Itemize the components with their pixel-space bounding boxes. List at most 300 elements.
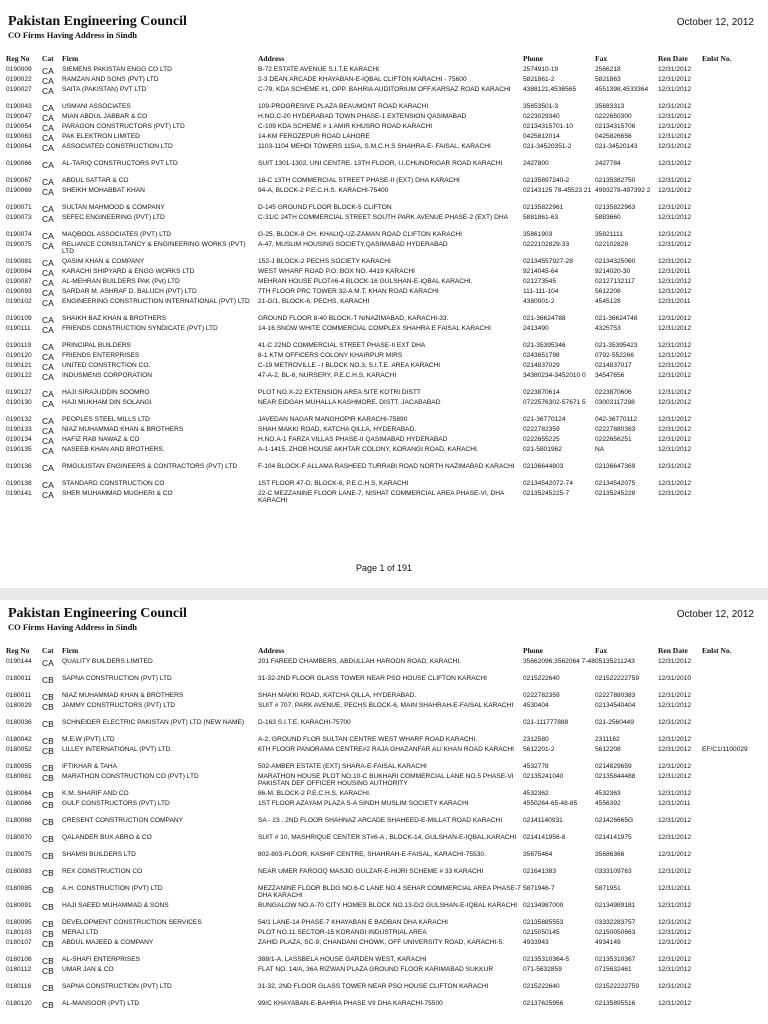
cell-fax: 02227880383 [595, 426, 636, 433]
cell-fax: 0425826656 [595, 133, 632, 140]
cell-fax: 021426665G [595, 817, 634, 824]
cell-reg-no: 0180036 [6, 719, 32, 726]
cell-ren-date: 12/31/2012 [658, 658, 692, 665]
cell-fax: 5871951 [595, 885, 621, 892]
cell-fax: 34547656 [595, 372, 625, 379]
cell-firm: NIAZ MUHAMMAD KHAN & BROTHERS [62, 426, 184, 433]
cell-fax: 0222656251 [595, 436, 632, 443]
cell-phone: 0215222640 [523, 675, 560, 682]
cell-phone: 021-111777888 [523, 719, 569, 726]
cell-ren-date: 12/31/2012 [658, 719, 692, 726]
cell-phone: 0222782359 [523, 692, 560, 699]
cell-ren-date: 12/31/2012 [658, 214, 692, 221]
cell-cat: CB [42, 939, 54, 949]
cell-address: 14-KM FEROZEPUR ROAD LAHORE [258, 133, 370, 140]
table-row [0, 399, 768, 416]
cell-fax: 03003117298 [595, 399, 635, 406]
cell-phone: 0722576302-57671 5 [523, 399, 586, 406]
cell-address: B-72 ESTATE AVENUE S.I.T.E KARACHI [258, 66, 379, 73]
cell-fax: 042-36770112 [595, 416, 638, 423]
firm-table [0, 66, 768, 507]
cell-phone: 4550264-65-48-85 [523, 800, 578, 807]
cell-cat: CB [42, 834, 54, 844]
table-row [0, 187, 768, 204]
cell-phone: 071-5632859 [523, 966, 562, 973]
cell-phone: 34380234-3452010 0 [523, 372, 586, 379]
cell-ren-date: 12/31/2012 [658, 746, 692, 753]
cell-address: 8-1 KTM OFFICERS COLONY KHAIRPUR MIRS [258, 352, 403, 359]
col-address: Address [258, 646, 285, 655]
cell-firm: QUALITY BUILDERS LIMITED [62, 658, 153, 665]
cell-cat: CA [42, 214, 54, 224]
cell-firm: AL-MEHRAN BUILDERS PAK (Pvt) LTD [62, 278, 180, 285]
cell-ren-date: 12/31/2012 [658, 362, 692, 369]
col-phone: Phone [523, 54, 544, 63]
table-row [0, 800, 768, 817]
cell-ren-date: 12/31/2012 [658, 790, 692, 797]
cell-firm: FRIENDS CONSTRUCTION SYNDICATE (PVT) LTD [62, 325, 218, 332]
cell-ren-date: 12/31/2012 [658, 66, 692, 73]
cell-fax: 0214141975 [595, 834, 632, 841]
cell-cat: CA [42, 204, 54, 214]
cell-reg-no: 0190109 [6, 315, 32, 322]
table-row [0, 675, 768, 692]
cell-firm: HAJI SIRAJUDDIN SOOMRO [62, 389, 150, 396]
cell-ren-date: 12/31/2012 [658, 113, 692, 120]
cell-phone: 021-5801962 [523, 446, 562, 453]
cell-fax: 02135822963 [595, 204, 636, 211]
col-cat: Cat [42, 646, 54, 655]
cell-address: SUIT # 10, MASHRIQUE CENTER ST#6-A , BLOCK-14, GULSHAN-E-IQBAL,KARACHI [258, 834, 517, 841]
cell-fax: 0715632461 [595, 966, 632, 973]
cell-reg-no: 0190054 [6, 123, 32, 130]
cell-address: 22-C MEZZANINE FLOOR LANE-7, NISHAT COMMERCIAL AREA PHASE-VI, DHA KARACHI [258, 490, 505, 504]
cell-address: 1103-1104 MEHDI TOWERS 115/A, S.M.C.H.S SHAHRA-E- FAISAL, KARACHI [258, 143, 491, 150]
table-row [0, 790, 768, 800]
cell-phone: 9214045-64 [523, 268, 559, 275]
cell-phone: 0223870614 [523, 389, 560, 396]
cell-cat: CA [42, 258, 54, 268]
cell-reg-no: 0190084 [6, 268, 32, 275]
cell-phone: 2413490 [523, 325, 549, 332]
cell-cat: CB [42, 919, 54, 929]
table-row [0, 480, 768, 490]
cell-phone: 02134542072-74 [523, 480, 573, 487]
cell-reg-no: 0180070 [6, 834, 32, 841]
cell-firm: PEOPLES STEEL MILLS LTD [62, 416, 150, 423]
cell-reg-no: 0190022 [6, 76, 32, 83]
cell-address: 86-M, BLOCK-2 P.E.C.H.S, KARACHI. [258, 790, 371, 797]
cell-address: SUIT # 707, PARK AVENUE, PECHS BLOCK-6, MAIN SHAHRAH-E-FAISAL KARACHI [258, 702, 514, 709]
cell-fax: 4934149 [595, 939, 621, 946]
cell-cat: CA [42, 123, 54, 133]
cell-fax: 5612208 [595, 288, 621, 295]
cell-fax: 022102828 [595, 241, 629, 248]
cell-phone: 02135897240-2 [523, 177, 570, 184]
cell-reg-no: 0180052 [6, 746, 32, 753]
cell-address: SA - 23 , 2ND FLOOR SHAHNAZ ARCADE SHAHEED-E-MILLAT ROAD KARACHI [258, 817, 503, 824]
cell-address: PLOT NO.11 SECTOR-15 KORANGI INDUSTRIAL AREA [258, 929, 427, 936]
cell-cat: CA [42, 133, 54, 143]
table-row [0, 702, 768, 719]
cell-phone: 4532778 [523, 763, 549, 770]
cell-reg-no: 0190087 [6, 278, 32, 285]
cell-cat: CA [42, 426, 54, 436]
cell-cat: CA [42, 315, 54, 325]
table-row [0, 258, 768, 268]
cell-ren-date: 12/31/2012 [658, 956, 692, 963]
cell-firm: MIAN ABDUL JABBAR & CO [62, 113, 148, 120]
page-separator [0, 588, 768, 600]
table-row [0, 231, 768, 241]
cell-firm: M.E.W (PVT) LTD [62, 736, 115, 743]
cell-reg-no: 0190066 [6, 160, 32, 167]
cell-firm: RAMZAN AND SONS (PVT) LTD [62, 76, 159, 83]
cell-phone: 02135241040 [523, 773, 564, 780]
cell-ren-date: 12/31/2012 [658, 342, 692, 349]
cell-cat: CA [42, 241, 54, 251]
cell-address: 41-C 22ND COMMERCIAL STREET PHASE-II EXT DHA [258, 342, 426, 349]
cell-cat: CA [42, 446, 54, 456]
table-row [0, 763, 768, 773]
cell-fax: 35821111 [595, 231, 623, 238]
cell-fax: 02227880383 [595, 692, 636, 699]
cell-reg-no: 0190133 [6, 426, 32, 433]
cell-address: A-1-1415, ZHOB HOUSE AKHTAR COLONY, KORANGI ROAD, KARACHI. [258, 446, 479, 453]
cell-cat: CB [42, 736, 54, 746]
cell-ren-date: 12/31/2012 [658, 851, 692, 858]
cell-ren-date: 12/31/2012 [658, 325, 692, 332]
cell-fax: 5612208 [595, 746, 621, 753]
cell-reg-no: 0190102 [6, 298, 32, 305]
cell-ren-date: 12/31/2012 [658, 204, 692, 211]
table-row [0, 966, 768, 983]
cell-reg-no: 0190064 [6, 143, 32, 150]
cell-address: C-31/C 24TH COMMERCIAL STREET SOUTH PARK AVENUE PHASE-2 (EXT) DHA [258, 214, 508, 221]
cell-cat: CB [42, 885, 54, 895]
cell-firm: RELIANCE CONSULTANCY & ENGINEERING WORKS (PVT) LTD [62, 241, 246, 255]
table-row [0, 956, 768, 966]
cell-phone: 0215050145 [523, 929, 560, 936]
cell-firm: GULF CONSTRUCTORS (PVT) LTD [62, 800, 170, 807]
cell-firm: UNITED CONSTRCTION CO. [62, 362, 151, 369]
cell-address: 109-PROGRESIVE PLAZA BEAUMONT ROAD KARACHI [258, 103, 429, 110]
cell-address: PLOT NO.X-22 EXTENSION AREA SITE KOTRI DISTT [258, 389, 421, 396]
cell-ren-date: 12/31/2011 [658, 885, 691, 892]
cell-reg-no: 0190130 [6, 399, 32, 406]
col-firm: Firm [62, 54, 79, 63]
cell-phone: 0214837029 [523, 362, 560, 369]
cell-reg-no: 0190075 [6, 241, 32, 248]
cell-reg-no: 0190119 [6, 342, 32, 349]
cell-reg-no: 0190063 [6, 133, 32, 140]
cell-cat: CA [42, 113, 54, 123]
cell-phone: 35653501-3 [523, 103, 559, 110]
cell-reg-no: 0190121 [6, 362, 32, 369]
cell-address: FLAT NO. 14/A, 36A RIZWAN PLAZA GROUND FLOOR KARIMABAD SUKKUR [258, 966, 494, 973]
cell-ren-date: 12/31/2012 [658, 1000, 692, 1007]
cell-reg-no: 0180108 [6, 956, 32, 963]
table-row [0, 426, 768, 436]
col-fax: Fax [595, 646, 608, 655]
cell-phone: 02141140931 [523, 817, 563, 824]
cell-cat: CA [42, 372, 54, 382]
table-row [0, 719, 768, 736]
cell-firm: USMANI ASSOCIATES [62, 103, 131, 110]
table-row [0, 658, 768, 675]
cell-cat: CB [42, 746, 54, 756]
page-title: Pakistan Engineering Council [8, 606, 187, 621]
cell-ren-date: 12/31/2012 [658, 278, 692, 285]
cell-fax: 5883660 [595, 214, 621, 221]
cell-reg-no: 0180011 [6, 692, 32, 699]
cell-firm: SHEIKH MOHABBAT KHAN [62, 187, 145, 194]
cell-cat: CA [42, 490, 54, 500]
cell-phone: 02143125 78-45523 21 [523, 187, 592, 194]
cell-phone: 5612201-2 [523, 746, 555, 753]
cell-address: SHAH MAKKI ROAD, KATCHA QILLA, HYDERABAD. [258, 426, 417, 433]
cell-phone: 02134557927-28 [523, 258, 573, 265]
table-row [0, 463, 768, 480]
cell-firm: SULTAN MAHMOOD & COMPANY [62, 204, 165, 211]
cell-firm: AL-MANSOOR (PVT) LTD [62, 1000, 140, 1007]
cell-fax: 2427784 [595, 160, 621, 167]
cell-firm: KARACHI SHIPYARD & ENGG WORKS LTD [62, 268, 195, 275]
page-footer: Page 1 of 191 [355, 563, 413, 573]
cell-reg-no: 0180112 [6, 966, 32, 973]
cell-fax: 0792-552266 [595, 352, 634, 359]
cell-fax: 0222650300 [595, 113, 632, 120]
cell-cat: CB [42, 719, 54, 729]
document-page-2 [0, 600, 768, 1024]
cell-cat: CB [42, 1000, 54, 1010]
cell-reg-no: 0180107 [6, 939, 32, 946]
cell-reg-no: 0180011 [6, 675, 32, 682]
cell-cat: CA [42, 268, 54, 278]
cell-firm: ABDUL MAJEED & COMPANY [62, 939, 154, 946]
cell-ren-date: 12/31/2012 [658, 133, 692, 140]
page-header [0, 600, 768, 640]
cell-firm: LILLEY INTERNATIONAL (PVT) LTD. [62, 746, 173, 753]
cell-firm: QALANDER BUX ABRO & CO [62, 834, 152, 841]
cell-address: 47-A-2, BL-6, NURSERY, P.E.C.H.S, KARACHI [258, 372, 397, 379]
page-title: Pakistan Engineering Council [8, 14, 187, 29]
cell-firm: HAJI SAEED MUHAMMAD & SONS [62, 902, 169, 909]
cell-cat: CA [42, 160, 54, 170]
cell-ren-date: 12/31/2012 [658, 763, 692, 770]
cell-ren-date: 12/31/2012 [658, 372, 692, 379]
cell-cat: CB [42, 692, 54, 702]
cell-firm: SARDAR M. ASHRAF D. BALUCH (PVT) LTD [62, 288, 197, 295]
cell-firm: HAJI MUKHAM DIN SOLANGI [62, 399, 152, 406]
table-row [0, 773, 768, 790]
cell-reg-no: 0180103 [6, 929, 32, 936]
cell-cat: CA [42, 352, 54, 362]
cell-reg-no: 0180075 [6, 851, 32, 858]
cell-cat: CA [42, 298, 54, 308]
cell-reg-no: 0180095 [6, 919, 32, 926]
cell-cat: CB [42, 790, 54, 800]
cell-cat: CA [42, 342, 54, 352]
cell-firm: IFTIKHAR & TAHA [62, 763, 118, 770]
cell-reg-no: 0190138 [6, 480, 32, 487]
cell-fax: 02135245228 [595, 490, 636, 497]
cell-reg-no: 0180029 [6, 702, 32, 709]
cell-phone: 5881861-63 [523, 214, 559, 221]
cell-cat: CA [42, 325, 54, 335]
cell-firm: SHAMSI BUILDERS LTD [62, 851, 136, 858]
table-row [0, 436, 768, 446]
cell-phone: 02135245225-7 [523, 490, 570, 497]
table-row [0, 278, 768, 288]
cell-cat: CA [42, 399, 54, 409]
col-fax: Fax [595, 54, 608, 63]
cell-fax: 4325753 [595, 325, 621, 332]
cell-cat: CB [42, 983, 54, 993]
cell-reg-no: 0180061 [6, 773, 32, 780]
cell-firm: SCHNEIDER ELECTRIC PAKISTAN (PVT) LTD (NEW NAME) [62, 719, 245, 726]
cell-fax: 021522222759 [595, 675, 640, 682]
cell-address: 6TH FLOOR PANORAMA CENTRE#2 RAJA GHAZANFAR ALI KHAN ROAD KARACHI [258, 746, 514, 753]
cell-ren-date: 12/31/2012 [658, 834, 692, 841]
cell-ren-date: 12/31/2012 [658, 399, 692, 406]
cell-phone: 021-36770124 [523, 416, 566, 423]
cell-phone: 0425812014 [523, 133, 560, 140]
cell-phone: 021-34520351-2 [523, 143, 572, 150]
cell-phone: 35861903 [523, 231, 553, 238]
cell-reg-no: 0190111 [6, 325, 31, 332]
cell-cat: CB [42, 851, 54, 861]
cell-address: NEAR UMER FAROOQ MASJID GULZAR-E-HIJRI SCHEME # 33 KARACHI [258, 868, 484, 875]
cell-phone: 02137625956 [523, 1000, 564, 1007]
cell-reg-no: 0180116 [6, 983, 32, 990]
report-date: October 12, 2012 [676, 17, 754, 28]
cell-reg-no: 0180055 [6, 763, 32, 770]
cell-cat: CB [42, 773, 54, 783]
cell-address: NEAR EIDGAH MUHALLA KASHMORE. DISTT. JACABABAD [258, 399, 441, 406]
table-row [0, 315, 768, 325]
cell-firm: ASSOCIATED CONSTRUCTION LTD [62, 143, 173, 150]
cell-fax: 2566218 [595, 66, 621, 73]
col-reg-no: Reg No [6, 54, 30, 63]
cell-fax: 35683313 [595, 103, 625, 110]
cell-firm: ABDUL SATTAR & CO [62, 177, 129, 184]
cell-address: ZAHID PLAZA, SC-9, CHANDANI CHOWK, OFF UNIVERSITY ROAD, KARACHI-5. [258, 939, 505, 946]
cell-firm: SIEMENS PAKISTAN ENGG CO LTD [62, 66, 172, 73]
cell-reg-no: 0190027 [6, 86, 32, 93]
table-row [0, 103, 768, 113]
cell-address: 99/C KHAYABAN-E-BAHRIA PHASE VII DHA KARACHI-75500 [258, 1000, 443, 1007]
cell-address: 14-16 SNOW WHITE COMMERCIAL COMPLEX SHAHRA E FAISAL KARACHI [258, 325, 491, 332]
cell-reg-no: 0180085 [6, 885, 32, 892]
cell-ren-date: 12/31/2012 [658, 288, 692, 295]
cell-ren-date: 12/31/2012 [658, 426, 692, 433]
column-headers [0, 54, 768, 66]
cell-firm: FRIENDS ENTERPRISES [62, 352, 140, 359]
cell-phone: 5871946-7 [523, 885, 555, 892]
cell-ren-date: 12/31/2012 [658, 480, 692, 487]
cell-reg-no: 0190009 [6, 66, 32, 73]
table-row [0, 929, 768, 939]
cell-phone: 02134987000 [523, 902, 564, 909]
cell-phone: 021-36624788 [523, 315, 566, 322]
cell-cat: CA [42, 103, 54, 113]
cell-firm: SEFEC ENGINEERING (PVT) LTD [62, 214, 165, 221]
cell-reg-no: 0180120 [6, 1000, 32, 1007]
cell-firm: PRINCIPAL BUILDERS [62, 342, 131, 349]
cell-reg-no: 0180068 [6, 817, 32, 824]
cell-address: D-163 S.I.T.E. KARACHI-75700 [258, 719, 351, 726]
cell-phone: 0223029340 [523, 113, 560, 120]
cell-ren-date: 12/31/2012 [658, 103, 692, 110]
cell-ren-date: 12/31/2012 [658, 902, 692, 909]
cell-cat: CA [42, 658, 54, 668]
cell-phone: 35662096,3562064 7-48 [523, 658, 595, 665]
cell-reg-no: 0190069 [6, 187, 32, 194]
cell-address: 2-3 DEAN ARCADE KHAYABAN-E-IQBAL CLIFTON KARACHI - 75600 [258, 76, 467, 83]
table-row [0, 1000, 768, 1010]
cell-cat: CA [42, 278, 54, 288]
cell-address: H.NO.A-1 FARZA VILLAS PHASE-II QASIMABAD HYDERABAD [258, 436, 448, 443]
cell-fax: 02127132117 [595, 278, 635, 285]
cell-fax: NA [595, 446, 605, 453]
cell-ren-date: 12/31/2012 [658, 702, 692, 709]
cell-phone: 0215222640 [523, 983, 560, 990]
cell-enlst-no: EF/C1/1100029 [702, 746, 748, 753]
cell-reg-no: 0180083 [6, 868, 32, 875]
cell-phone: 111-111-104 [523, 288, 559, 295]
table-row [0, 342, 768, 352]
cell-firm: SHER MUHAMMAD MUGHERI & CO [62, 490, 173, 497]
cell-fax: 35686366 [595, 851, 625, 858]
table-row [0, 817, 768, 834]
cell-address: MEZZANINE FLOOR BLDG NO.6-C LANE NO.4 SEHAR COMMERCIAL AREA PHASE-7 DHA KARACHI [258, 885, 521, 899]
cell-phone: 021-35395346 [523, 342, 566, 349]
cell-phone: 02136644803 [523, 463, 564, 470]
table-row [0, 204, 768, 214]
col-ren-date: Ren Date [658, 54, 688, 63]
cell-cat: CB [42, 675, 54, 685]
cell-phone: 0222102829-33 [523, 241, 570, 248]
table-row [0, 902, 768, 919]
cell-reg-no: 0180091 [6, 902, 32, 909]
cell-ren-date: 12/31/2011 [658, 800, 691, 807]
cell-cat: CB [42, 868, 54, 878]
table-row [0, 288, 768, 298]
cell-fax: 4532363 [595, 790, 621, 797]
cell-fax: 021-2560449 [595, 719, 634, 726]
cell-cat: CA [42, 86, 54, 96]
cell-cat: CA [42, 389, 54, 399]
cell-cat: CB [42, 800, 54, 810]
cell-phone: 0222655225 [523, 436, 560, 443]
cell-firm: MAQBOOL ASSOCIATES (PVT) LTD [62, 231, 172, 238]
cell-cat: CB [42, 702, 54, 712]
cell-address: 802-803-FLOOR, KASHIF CENTRE, SHAHRAH-E-FAISAL, KARACHI-75530. [258, 851, 486, 858]
cell-cat: CA [42, 362, 54, 372]
cell-address: MARATHON HOUSE PLOT NO.10-C BUKHARI COMMERCIAL LANE NO.5 PHASE-VI PAKISTAN DEF OFFICER HOUSING AUTHORITY [258, 773, 514, 787]
cell-ren-date: 12/31/2012 [658, 490, 692, 497]
table-row [0, 362, 768, 372]
col-cat: Cat [42, 54, 54, 63]
cell-phone: 0243651798 [523, 352, 560, 359]
cell-firm: SAITA (PAKISTAN) PVT LTD [62, 86, 147, 93]
table-row [0, 446, 768, 463]
cell-firm: SAPNA CONSTRUCTION (PVT) LTD [62, 675, 172, 682]
col-reg-no: Reg No [6, 646, 30, 655]
cell-phone: 2427800 [523, 160, 549, 167]
cell-fax: 0223870606 [595, 389, 632, 396]
